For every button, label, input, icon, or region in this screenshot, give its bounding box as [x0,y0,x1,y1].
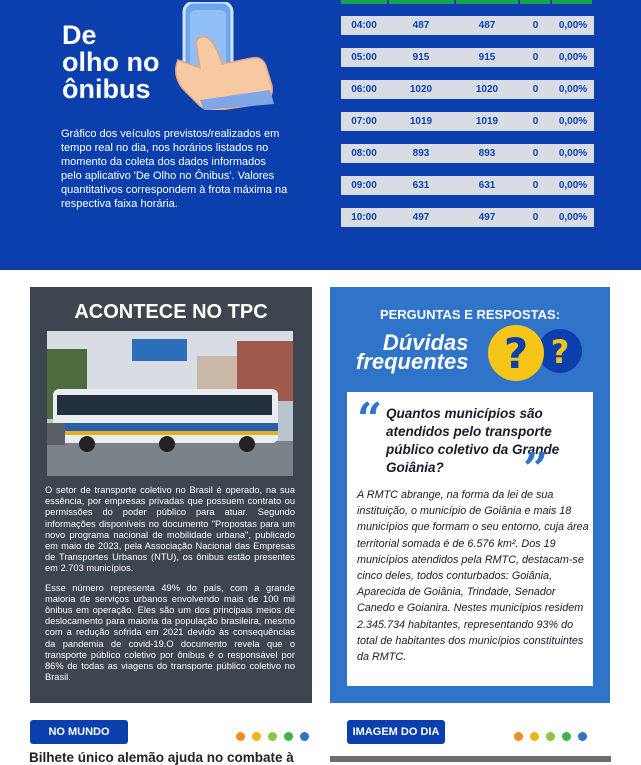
dot [530,732,539,741]
table-row [341,16,594,35]
faq-question: Quantos municípios são atendidos pelo transporte público coletivo da Grande Goiânia? [386,406,560,475]
hour-cell: 06:00 [351,84,377,95]
no-mundo-tag: NO MUNDO [30,720,128,744]
hero-description: Gráfico dos veículos previstos/realizados em tempo real no dia, nos horários listados no momento da coleta dos dados informados pelo aplicativo 'De Olho no Ônibus'. Valores quantitativos correspondem à frota máxima na respectiva faixa horária. [61,128,288,210]
realized-cell: 893 [478,148,496,159]
table-row [341,176,594,195]
realized-cell: 497 [478,212,496,223]
hour-cell: 08:00 [351,148,377,159]
realized-cell: 1019 [475,116,499,127]
planned-cell: 915 [412,52,430,63]
percent-cell: 0,00% [558,20,588,31]
percent-cell: 0,00% [558,148,588,159]
table-row [341,80,594,99]
percent-cell: 0,00% [558,180,588,191]
diff-cell: 0 [532,20,539,31]
dot [514,732,523,741]
acontece-text [45,485,295,691]
faq-title [356,330,469,374]
hour-cell: 09:00 [351,180,377,191]
dot [236,732,245,741]
color-dots [514,732,594,741]
realized-cell: 487 [478,20,496,31]
faq-title-line: frequentes [356,349,469,374]
faq-title-line: Dúvidas [382,330,469,355]
percent-cell: 0,00% [558,52,588,63]
planned-cell: 487 [412,20,430,31]
dot [252,732,261,741]
diff-cell: 0 [532,180,539,191]
fleet-table [341,0,594,223]
hour-cell: 10:00 [351,212,377,223]
table-row [341,208,594,227]
faq-header: PERGUNTAS E RESPOSTAS: [379,307,561,322]
svg-text:?: ? [503,329,529,378]
dot [578,732,587,741]
percent-cell: 0,00% [558,84,588,95]
faq-card [330,287,610,703]
hero-title-line: ônibus [62,74,151,104]
planned-cell: 631 [412,180,430,191]
planned-cell: 1020 [409,84,433,95]
diff-cell: 0 [532,52,539,63]
hero-title [62,22,159,103]
diff-cell: 0 [532,212,539,223]
table-row [341,144,594,163]
hero-title-line: olho no [62,47,160,77]
close-quote-icon: ” [523,444,549,495]
planned-cell: 497 [412,212,430,223]
dot [284,732,293,741]
planned-cell: 1019 [409,116,433,127]
articulated-bus-photo [47,331,293,476]
svg-text:?: ? [550,333,570,371]
acontece-title: ACONTECE NO TPC [74,301,268,323]
hero-banner [0,0,641,270]
hour-cell: 04:00 [351,20,377,31]
table-row [341,112,594,131]
percent-cell: 0,00% [558,116,588,127]
no-mundo-headline[interactable]: Bilhete único alemão ajuda no combate à [29,750,294,765]
faq-answer-box [347,392,593,686]
open-quote-icon: “ [357,394,383,445]
planned-cell: 893 [412,148,430,159]
realized-cell: 1020 [475,84,499,95]
table-row [341,48,594,67]
acontece-paragraph: Esse número representa 49% do país, com a grande maioria de serviços urbanos envolvendo mais de 100 mil ônibus em operação. Eles são um dos principais meios de deslocamento para maioria da população brasileira, mesmo com a redução sofrida em 2021 devido às consequências da pandemia de covid-19.O documento revela que o transporte público coletivo por ônibus é o responsável por 86% de todas as viagens do transporte público coletivo no Brasil. [45,582,295,683]
hour-cell: 07:00 [351,116,377,127]
dot [562,732,571,741]
dot [268,732,277,741]
hero-title-line: De [62,20,97,50]
imagem-do-dia-tag: IMAGEM DO DIA [347,720,445,744]
realized-cell: 631 [478,180,496,191]
realized-cell: 915 [478,52,496,63]
acontece-paragraph: O setor de transporte coletivo no Brasil é operado, na sua essência, por empresas privadas que possuem contrato ou permissões do poder público para atuar. Segundo informações disponíveis no documento "Propostas para um novo programa nacional de mobilidade urbana", publicado em maio de 2023, pela Associação Nacional das Empresas de Transportes Urbanos (NTU), os ônibus estão presentes em 2.703 municípios. [45,485,295,574]
imagem-do-dia-photo [330,756,611,762]
hand-holding-phone-icon [170,2,280,110]
hour-cell: 05:00 [351,52,377,63]
acontece-card [30,287,312,703]
dot [546,732,555,741]
faq-answer: A RMTC abrange, na forma da lei de sua instituição, o município de Goiânia e mais 18 municípios que formam o seu entorno, cuja área territorial somada é de 6.576 km². Dos 19 municípios atendidos pela RMTC, destacam-se cinco deles, todos conturbados: Goiânia, Aparecida de Goiânia, Trindade, Senador Canedo e Goianira. Nestes municípios residem 2.345.734 habitantes, representando 93% do total de habitantes dos municípios constituintes da RMTC. [357,489,589,664]
diff-cell: 0 [532,148,539,159]
color-dots [236,732,316,741]
fleet-table-header [341,0,594,4]
question-marks-icon [486,325,586,381]
percent-cell: 0,00% [558,212,588,223]
diff-cell: 0 [532,84,539,95]
diff-cell: 0 [532,116,539,127]
dot [300,732,309,741]
